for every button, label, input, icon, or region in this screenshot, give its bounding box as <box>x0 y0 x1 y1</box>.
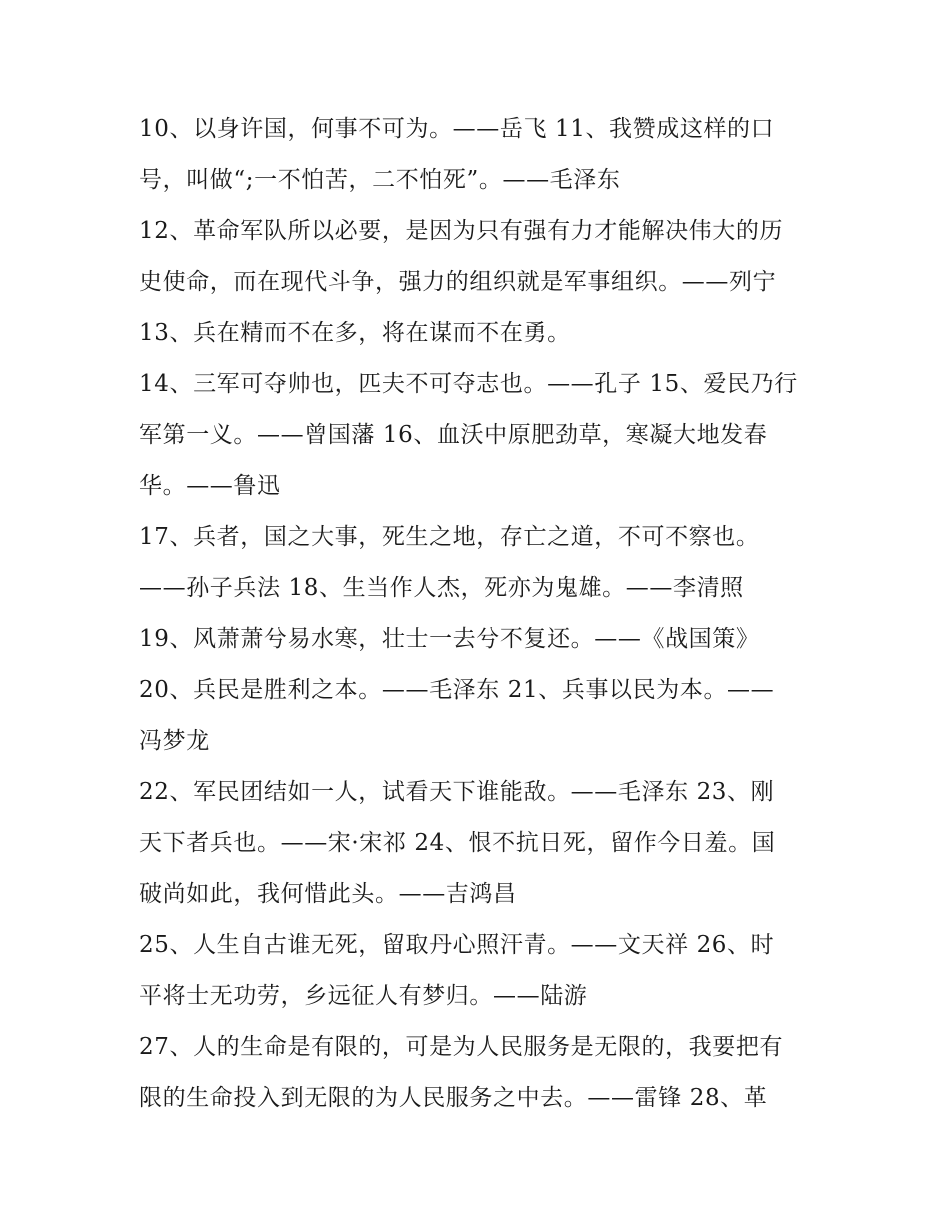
text-line: 限的生命投入到无限的为人民服务之中去。——雷锋 28、革 <box>139 1085 768 1111</box>
quote-text-block <box>139 104 819 1124</box>
text-line: 19、风萧萧兮易水寒，壮士一去兮不复还。——《战国策》 <box>139 626 760 652</box>
text-line: 12、革命军队所以必要，是因为只有强有力才能解决伟大的历 <box>139 218 784 244</box>
text-line: 27、人的生命是有限的，可是为人民服务是无限的，我要把有 <box>139 1034 784 1060</box>
text-line: 13、兵在精而不在多，将在谋而不在勇。 <box>139 320 571 346</box>
text-line: 25、人生自古谁无死，留取丹心照汗青。——文天祥 26、时 <box>139 932 775 958</box>
text-line: 17、兵者，国之大事，死生之地，存亡之道，不可不察也。 <box>139 524 760 550</box>
text-line: 冯梦龙 <box>139 728 210 754</box>
text-line: 平将士无功劳，乡远征人有梦归。——陆游 <box>139 983 588 1009</box>
text-line: 史使命，而在现代斗争，强力的组织就是军事组织。——列宁 <box>139 269 777 295</box>
text-line: 破尚如此，我何惜此头。——吉鸿昌 <box>139 881 517 907</box>
text-line: 10、以身许国，何事不可为。——岳飞 11、我赞成这样的口 <box>139 116 775 142</box>
text-line: 天下者兵也。——宋·宋祁 24、恨不抗日死，留作今日羞。国 <box>139 830 776 856</box>
text-line: ——孙子兵法 18、生当作人杰，死亦为鬼雄。——李清照 <box>139 575 744 601</box>
text-line: 号，叫做“;一不怕苦，二不怕死”。——毛泽东 <box>139 167 621 193</box>
text-line: 军第一义。——曾国藩 16、血沃中原肥劲草，寒凝大地发春 <box>139 422 768 448</box>
text-line: 20、兵民是胜利之本。——毛泽东 21、兵事以民为本。—— <box>139 677 775 703</box>
text-line: 14、三军可夺帅也，匹夫不可夺志也。——孔子 15、爱民乃行 <box>139 371 798 397</box>
text-line: 22、军民团结如一人，试看天下谁能敌。——毛泽东 23、刚 <box>139 779 775 805</box>
text-line: 华。——鲁迅 <box>139 473 281 499</box>
